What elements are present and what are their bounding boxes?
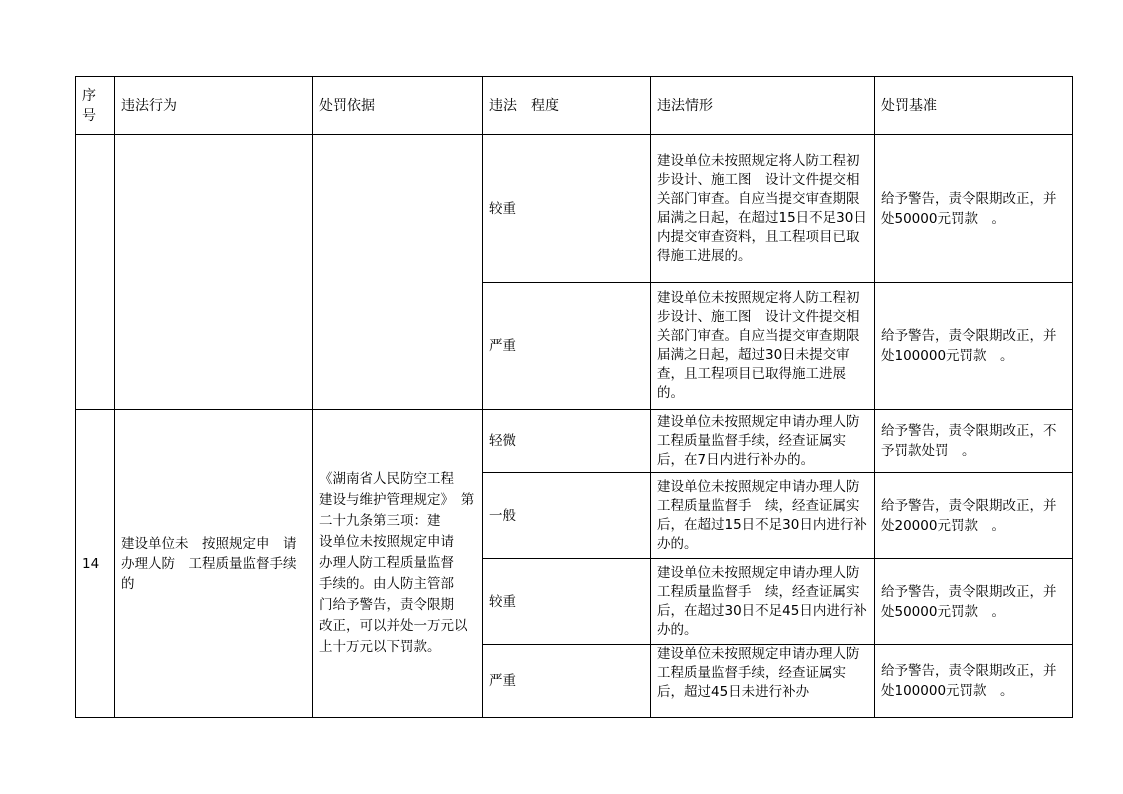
degree-cell: 严重 <box>483 283 651 410</box>
situation-cell <box>651 645 875 718</box>
header-behavior: 违法行为 <box>115 77 313 135</box>
row-no-cell <box>76 135 115 410</box>
situation-cell: 建设单位未按照规定申请办理人防工程质量监督手 续，经查证属实后，在超过15日不足30日内进行补办的。 <box>651 473 875 559</box>
table-header-row <box>76 77 1073 135</box>
standard-cell: 给予警告，责令限期改正，并处50000元罚款 。 <box>875 135 1073 283</box>
standard-cell: 给予警告，责令限期改正，并处20000元罚款 。 <box>875 473 1073 559</box>
behavior-cell: 建设单位未 按照规定申 请办理人防 工程质量监督手续的 <box>115 410 313 718</box>
situation-cell: 建设单位未按照规定申请办理人防工程质量监督手续，经查证属实后，在7日内进行补办的。 <box>651 410 875 473</box>
degree-cell: 较重 <box>483 135 651 283</box>
standard-cell: 给予警告，责令限期改正，并处100000元罚款 。 <box>875 283 1073 410</box>
basis-cell: 《湖南省人民防空工程 建设与维护管理规定》 第二十九条第三项：建 设单位未按照规定申请 办理人防工程质量监督 手续的。由人防主管部 门给予警告，责令限期 改正，可以并处一万元以上十万元以下罚款。 <box>313 410 483 718</box>
degree-cell: 一般 <box>483 473 651 559</box>
header-situation: 违法情形 <box>651 77 875 135</box>
header-basis: 处罚依据 <box>313 77 483 135</box>
situation-cell: 建设单位未按照规定申请办理人防工程质量监督手 续，经查证属实后，在超过30日不足45日内进行补办的。 <box>651 559 875 645</box>
standard-cell: 给予警告，责令限期改正，不予罚款处罚 。 <box>875 410 1073 473</box>
header-standard: 处罚基准 <box>875 77 1073 135</box>
penalty-standard-table <box>75 76 1073 718</box>
degree-cell: 严重 <box>483 645 651 718</box>
header-no: 序号 <box>76 77 115 135</box>
situation-cell: 建设单位未按照规定将人防工程初步设计、施工图 设计文件提交相关部门审查。自应当提交审查期限 届满之日起，在超过15日不足30日内提交审查资料，且工程项目已取得施工进展的。 <box>651 135 875 283</box>
standard-cell: 给予警告，责令限期改正，并处50000元罚款 。 <box>875 559 1073 645</box>
row-no-cell: 14 <box>76 410 115 718</box>
basis-cell <box>313 135 483 410</box>
situation-cell: 建设单位未按照规定将人防工程初步设计、施工图 设计文件提交相关部门审查。自应当提交审查期限 届满之日起，超过30日未提交审查，且工程项目已取得施工进展的。 <box>651 283 875 410</box>
situation-text: 建设单位未按照规定申请办理人防工程质量监督手续，经查证属实后，超过45日未进行补办 <box>657 646 860 700</box>
table-row <box>76 410 1073 473</box>
standard-cell: 给予警告，责令限期改正，并处100000元罚款 。 <box>875 645 1073 718</box>
table-row <box>76 135 1073 283</box>
behavior-cell <box>115 135 313 410</box>
degree-cell: 较重 <box>483 559 651 645</box>
header-degree: 违法 程度 <box>483 77 651 135</box>
degree-cell: 轻微 <box>483 410 651 473</box>
